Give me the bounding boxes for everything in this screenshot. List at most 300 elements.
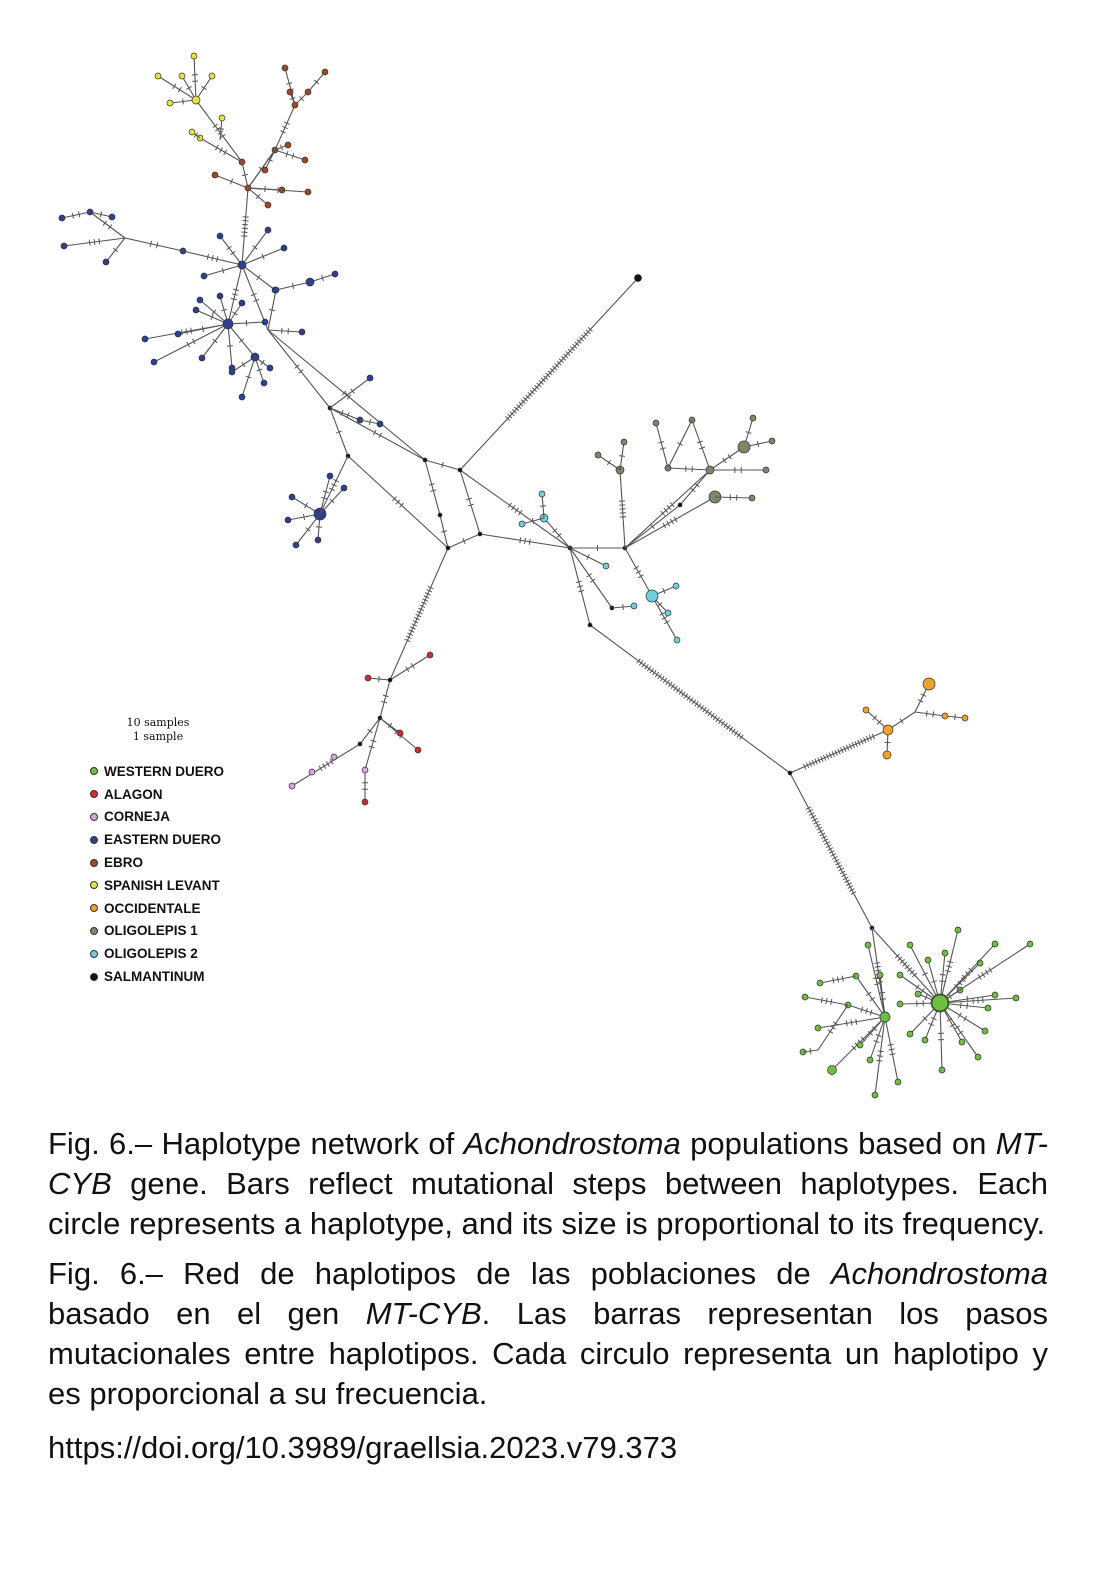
haplotype-node	[175, 331, 181, 337]
haplotype-node	[1013, 995, 1019, 1001]
haplotype-node	[377, 421, 383, 427]
mutation-step-mark	[520, 537, 521, 543]
mutation-step-mark	[653, 670, 657, 675]
haplotype-node	[245, 185, 251, 191]
network-edge	[390, 548, 448, 680]
mutation-step-mark	[515, 508, 518, 513]
mutation-step-mark	[703, 707, 707, 712]
haplotype-node	[59, 215, 65, 221]
mutation-step-mark	[828, 1030, 833, 1033]
haplotype-node	[189, 129, 195, 135]
haplotype-node	[763, 467, 769, 473]
haplotype-node	[239, 394, 245, 400]
legend-label: OCCIDENTALE	[104, 900, 201, 916]
haplotype-node	[293, 542, 299, 548]
haplotype-node	[867, 1057, 873, 1063]
network-edge	[365, 718, 380, 770]
network-edge	[330, 408, 425, 460]
haplotype-node	[229, 369, 235, 375]
mutation-step-mark	[982, 972, 985, 977]
mutation-step-mark	[900, 719, 903, 724]
haplotype-node	[907, 942, 913, 948]
mutation-step-mark	[72, 213, 73, 219]
legend-item-spanish-levant	[90, 874, 224, 897]
node-size-scale	[118, 716, 198, 744]
mutation-step-mark	[666, 680, 670, 685]
mutation-step-mark	[921, 988, 924, 993]
haplotype-node	[673, 583, 679, 589]
legend	[90, 760, 224, 988]
haplotype-node	[151, 359, 157, 365]
mutation-step-mark	[810, 1048, 811, 1054]
mutation-step-mark	[231, 298, 237, 299]
mutation-step-mark	[658, 674, 662, 679]
haplotype-node	[519, 521, 525, 527]
mutation-step-mark	[878, 1051, 884, 1052]
mutation-step-mark	[216, 256, 217, 262]
mutation-step-mark	[679, 690, 683, 695]
mutation-step-mark	[740, 735, 744, 740]
network-edge	[330, 378, 370, 408]
network-edge	[460, 278, 638, 470]
mutation-step-mark	[711, 713, 715, 718]
haplotype-node	[674, 637, 680, 643]
haplotype-node	[217, 293, 223, 299]
haplotype-node	[239, 300, 245, 306]
haplotype-node	[281, 245, 287, 251]
haplotype-node	[939, 1067, 945, 1073]
mutation-step-mark	[619, 456, 625, 457]
mutation-step-mark	[269, 309, 275, 310]
haplotype-node	[167, 100, 173, 106]
mutation-step-mark	[108, 225, 112, 230]
mutation-step-mark	[757, 441, 758, 447]
haplotype-node	[897, 972, 903, 978]
mutation-step-mark	[220, 134, 225, 138]
mutation-step-mark	[227, 246, 232, 250]
haplotype-node	[103, 259, 109, 265]
haplotype-node	[285, 517, 291, 523]
mutation-step-mark	[989, 967, 992, 972]
mutation-step-mark	[967, 1003, 968, 1009]
caption-spanish	[48, 1254, 1048, 1414]
legend-label: SPANISH LEVANT	[104, 877, 220, 893]
mutation-step-mark	[877, 1056, 883, 1057]
haplotype-node	[603, 563, 609, 569]
haplotype-node	[750, 415, 756, 421]
scale-small-label: 1 sample	[132, 730, 184, 743]
mutation-step-mark	[623, 604, 624, 610]
haplotype-node	[665, 610, 671, 616]
mutation-step-mark	[319, 766, 322, 771]
mutation-step-mark	[889, 1054, 895, 1055]
network-edge	[940, 944, 1030, 1003]
legend-item-oligolepis-2	[90, 942, 224, 965]
haplotype-node	[262, 167, 268, 173]
legend-item-salmantinum	[90, 965, 224, 988]
haplotype-node	[992, 941, 998, 947]
haplotype-node	[923, 678, 935, 690]
mutation-step-mark	[512, 505, 515, 510]
caption-text: gene. Bars reflect mutational steps between haplotypes. Each circle represents a haplotype, and its size is proportional to its frequency.	[48, 1166, 1048, 1241]
mutation-step-mark	[150, 241, 151, 247]
mutation-step-mark	[978, 974, 981, 979]
haplotype-node	[327, 473, 333, 479]
haplotype-node	[265, 202, 271, 208]
mutation-step-mark	[737, 733, 741, 738]
legend-label: EASTERN DUERO	[104, 832, 222, 848]
mutation-step-mark	[939, 981, 945, 982]
mutation-step-mark	[655, 672, 659, 677]
mutation-step-mark	[186, 329, 187, 335]
legend-label: EBRO	[104, 855, 144, 871]
haplotype-node	[706, 466, 714, 474]
haplotype-node	[975, 1054, 981, 1060]
haplotype-node	[423, 458, 427, 462]
mutation-step-mark	[866, 992, 871, 995]
legend-item-occidentale	[90, 897, 224, 920]
mutation-step-mark	[875, 970, 881, 971]
mutation-step-mark	[870, 997, 875, 1000]
haplotype-node	[289, 494, 295, 500]
mutation-step-mark	[958, 1013, 961, 1018]
mutation-step-mark	[837, 977, 838, 983]
legend-dot	[90, 904, 98, 912]
mutation-step-mark	[705, 709, 709, 714]
mutation-step-mark	[94, 239, 95, 245]
figure-captions	[48, 1124, 1048, 1468]
mutation-step-mark	[183, 99, 184, 105]
mutation-step-mark	[695, 701, 699, 706]
mutation-step-mark	[676, 688, 680, 693]
caption-gene: MT-CYB	[365, 1296, 482, 1331]
network-edge	[275, 150, 305, 160]
haplotype-node	[595, 452, 601, 458]
mutation-step-mark	[879, 992, 885, 993]
mutation-step-mark	[647, 666, 651, 671]
doi-link[interactable]: https://doi.org/10.3989/graellsia.2023.v79.373	[48, 1430, 678, 1465]
network-edge	[62, 212, 90, 218]
network-edge	[425, 460, 440, 515]
mutation-step-mark	[202, 326, 203, 332]
network-edge	[194, 56, 196, 100]
haplotype-node	[261, 380, 267, 386]
haplotype-node	[985, 1005, 991, 1011]
haplotype-node	[828, 1066, 837, 1075]
haplotype-node	[267, 365, 273, 371]
haplotype-node	[992, 992, 998, 998]
caption-text: . Las barras representan los pasos mutacionales entre haplotipos. Cada circulo representa un haplotipo y es proporcional a su frecuencia.	[48, 1296, 1048, 1411]
mutation-step-mark	[525, 538, 526, 544]
haplotype-node	[646, 590, 658, 602]
mutation-step-mark	[947, 961, 953, 962]
mutation-step-mark	[212, 255, 213, 261]
haplotype-node	[678, 503, 682, 507]
network-edge	[292, 744, 360, 786]
mutation-step-mark	[724, 723, 728, 728]
mutation-step-mark	[726, 725, 730, 730]
caption-text: Fig. 6.– Haplotype network of	[48, 1126, 464, 1161]
mutation-step-mark	[257, 275, 261, 280]
haplotype-node	[289, 783, 295, 789]
haplotype-node	[631, 603, 637, 609]
haplotype-node	[982, 1028, 988, 1034]
haplotype-node	[922, 1037, 928, 1043]
mutation-step-mark	[964, 1016, 967, 1021]
mutation-step-mark	[242, 174, 248, 175]
haplotype-node	[306, 278, 314, 286]
haplotype-node	[635, 275, 642, 282]
mutation-step-mark	[103, 221, 107, 226]
haplotype-node	[367, 375, 373, 381]
mutation-step-mark	[690, 698, 694, 703]
haplotype-node	[925, 957, 931, 963]
network-edge	[860, 1017, 885, 1045]
mutation-step-mark	[955, 1026, 960, 1029]
haplotype-node	[217, 233, 223, 239]
legend-label: ALAGON	[104, 786, 163, 802]
haplotype-node	[219, 115, 225, 121]
legend-dot	[90, 836, 98, 844]
haplotype-node	[109, 214, 115, 220]
network-edge	[625, 497, 715, 548]
mutation-step-mark	[156, 242, 157, 248]
haplotype-node	[959, 1039, 965, 1045]
haplotype-node	[365, 675, 371, 681]
haplotype-node	[305, 89, 311, 95]
network-edge	[625, 470, 710, 548]
mutation-step-mark	[671, 684, 675, 689]
mutation-step-mark	[916, 985, 919, 990]
mutation-step-mark	[888, 1044, 894, 1045]
haplotype-node	[897, 1001, 903, 1007]
mutation-step-mark	[89, 240, 90, 246]
haplotype-node	[621, 439, 627, 445]
scale-large-label: 10 samples	[126, 716, 190, 729]
mutation-step-mark	[207, 254, 208, 260]
haplotype-node	[223, 319, 233, 329]
mutation-step-mark	[587, 574, 592, 577]
network-edge	[460, 470, 570, 548]
haplotype-node	[287, 89, 293, 95]
haplotype-node	[305, 189, 311, 195]
mutation-step-mark	[723, 458, 726, 463]
mutation-step-mark	[508, 503, 511, 508]
haplotype-node	[863, 707, 869, 713]
mutation-step-mark	[826, 998, 827, 1004]
mutation-step-mark	[874, 983, 880, 984]
haplotype-node	[427, 652, 433, 658]
network-edge	[196, 100, 242, 162]
mutation-step-mark	[202, 86, 207, 89]
mutation-step-mark	[227, 346, 233, 347]
haplotype-node	[61, 243, 67, 249]
network-edge	[570, 548, 612, 608]
caption-genus: Achondrostoma	[463, 1126, 681, 1161]
mutation-step-mark	[668, 682, 672, 687]
mutation-step-mark	[716, 717, 720, 722]
haplotype-node	[285, 142, 291, 148]
legend-dot	[90, 813, 98, 821]
haplotype-node	[273, 287, 279, 293]
caption-gene: MT-CYB	[48, 1126, 1049, 1201]
haplotype-node	[197, 297, 203, 303]
mutation-step-mark	[874, 963, 880, 964]
haplotype-node	[179, 73, 185, 79]
mutation-step-mark	[369, 419, 370, 425]
legend-dot	[90, 790, 98, 798]
network-edge	[268, 330, 330, 408]
haplotype-node	[212, 172, 218, 178]
network-edge	[460, 470, 480, 534]
haplotype-node	[388, 678, 392, 682]
mutation-step-mark	[441, 531, 447, 532]
legend-dot	[90, 950, 98, 958]
caption-english	[48, 1124, 1048, 1244]
haplotype-node	[193, 307, 199, 313]
mutation-step-mark	[842, 976, 843, 982]
legend-item-corneja	[90, 806, 224, 829]
mutation-step-mark	[713, 715, 717, 720]
network-edge	[790, 773, 872, 928]
mutation-step-mark	[831, 999, 832, 1005]
haplotype-node	[302, 157, 308, 163]
caption-genus: Achondrostoma	[830, 1256, 1048, 1291]
mutation-step-mark	[734, 731, 738, 736]
haplotype-node	[332, 271, 338, 277]
haplotype-node	[817, 980, 823, 986]
network-edge	[330, 408, 360, 420]
legend-label: WESTERN DUERO	[104, 763, 225, 779]
mutation-step-mark	[181, 329, 182, 335]
mutation-step-mark	[728, 454, 731, 459]
haplotype-node	[749, 495, 755, 501]
mutation-step-mark	[821, 997, 822, 1003]
mutation-step-mark	[719, 719, 723, 724]
mutation-step-mark	[674, 686, 678, 691]
haplotype-node	[1027, 941, 1033, 947]
haplotype-node	[322, 69, 328, 75]
mutation-step-mark	[242, 362, 245, 367]
haplotype-node	[588, 623, 592, 627]
mutation-step-mark	[889, 1049, 895, 1050]
haplotype-node	[142, 336, 148, 342]
haplotype-node	[201, 273, 207, 279]
mutation-step-mark	[590, 579, 595, 582]
legend-label: SALMANTINUM	[104, 969, 205, 985]
legend-label: OLIGOLEPIS 2	[104, 946, 198, 962]
haplotype-node	[815, 1025, 821, 1031]
mutation-step-mark	[682, 692, 686, 697]
haplotype-node	[238, 261, 246, 269]
haplotype-node	[932, 995, 948, 1011]
network-edge	[668, 468, 710, 470]
mutation-step-mark	[732, 729, 736, 734]
legend-label: OLIGOLEPIS 1	[104, 923, 198, 939]
haplotype-node	[331, 754, 337, 760]
legend-dot	[90, 859, 98, 867]
mutation-step-mark	[233, 312, 238, 315]
mutation-step-mark	[700, 705, 704, 710]
mutation-step-mark	[191, 328, 192, 334]
caption-text: populations based on	[680, 1126, 996, 1161]
mutation-step-mark	[233, 289, 239, 290]
mutation-step-mark	[955, 714, 956, 720]
haplotype-node	[955, 927, 961, 933]
mutation-step-mark	[406, 667, 409, 672]
mutation-step-mark	[851, 1020, 852, 1026]
haplotype-node	[299, 329, 305, 335]
haplotype-node	[458, 468, 462, 472]
legend-dot	[90, 973, 98, 981]
mutation-step-mark	[692, 700, 696, 705]
mutation-step-mark	[232, 294, 238, 295]
mutation-step-mark	[945, 970, 951, 971]
network-edge	[380, 680, 390, 718]
mutation-step-mark	[663, 678, 667, 683]
mutation-step-mark	[856, 1019, 857, 1025]
mutation-step-mark	[876, 1060, 882, 1061]
haplotype-node	[282, 65, 288, 71]
haplotype-node	[802, 994, 808, 1000]
haplotype-node	[199, 355, 205, 361]
mutation-step-mark	[326, 761, 329, 766]
haplotype-node	[358, 742, 362, 746]
mutation-step-mark	[173, 84, 176, 89]
haplotype-node	[292, 102, 298, 108]
legend-dot	[90, 927, 98, 935]
network-edge	[692, 420, 710, 470]
haplotype-node	[341, 485, 347, 491]
haplotype-node	[251, 353, 259, 361]
haplotype-node	[191, 53, 197, 59]
haplotype-node	[192, 96, 200, 104]
haplotype-node	[315, 537, 321, 543]
legend-dot	[90, 881, 98, 889]
mutation-step-mark	[639, 660, 643, 665]
mutation-step-mark	[292, 283, 293, 289]
haplotype-node	[769, 438, 775, 444]
haplotype-node	[209, 73, 215, 79]
haplotype-node	[880, 1012, 890, 1022]
haplotype-node	[872, 1092, 878, 1098]
mutation-step-mark	[323, 764, 326, 769]
caption-text: Fig. 6.– Red de haplotipos de las poblaciones de	[48, 1256, 831, 1291]
haplotype-node	[865, 942, 871, 948]
mutation-step-mark	[926, 711, 927, 717]
network-edge	[915, 712, 945, 716]
haplotype-node	[857, 1042, 863, 1048]
mutation-step-mark	[351, 389, 355, 394]
haplotype-node	[155, 73, 161, 79]
network-edge	[268, 330, 302, 332]
legend-label: CORNEJA	[104, 809, 171, 825]
haplotype-node	[915, 991, 921, 997]
legend-item-eastern-duero	[90, 828, 224, 851]
mutation-step-mark	[661, 676, 665, 681]
mutation-step-mark	[940, 975, 946, 976]
mutation-step-mark	[831, 1026, 836, 1029]
haplotype-node	[539, 491, 545, 497]
network-edge	[242, 188, 248, 265]
haplotype-node	[265, 227, 271, 233]
mutation-step-mark	[213, 339, 218, 343]
haplotype-node	[653, 420, 659, 426]
mutation-step-mark	[261, 360, 265, 365]
network-edge	[940, 1003, 978, 1057]
haplotype-node	[895, 1079, 901, 1085]
haplotype-node	[415, 747, 421, 753]
